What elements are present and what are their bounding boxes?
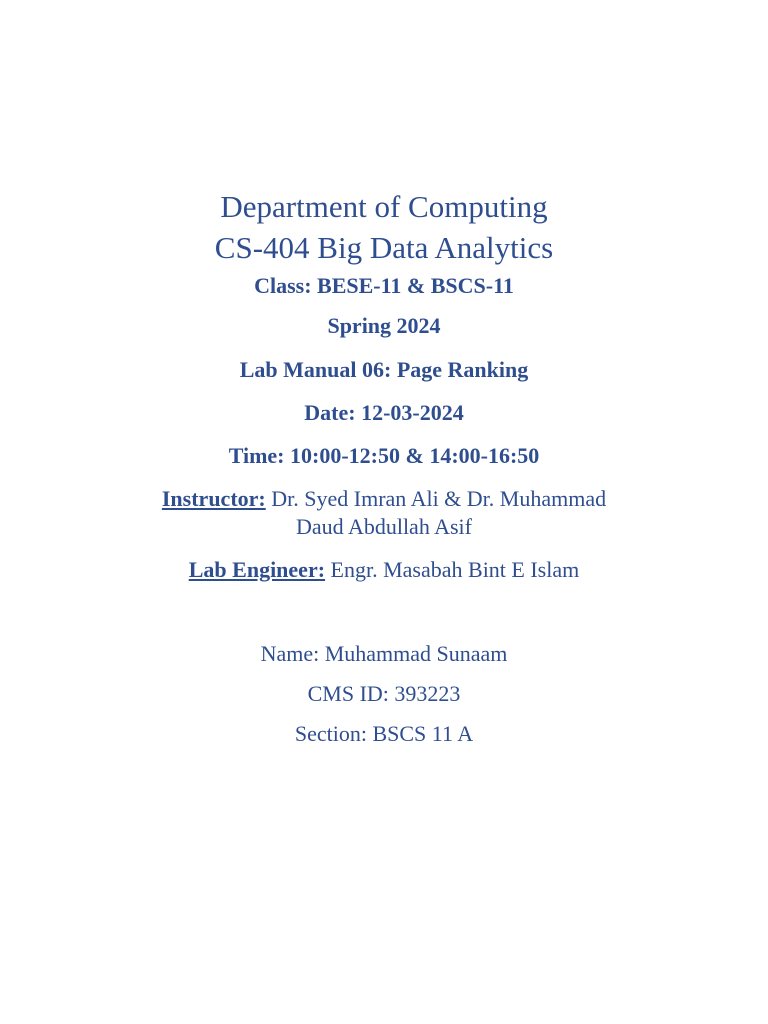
instructor-line bbox=[0, 485, 768, 513]
student-name: Name: Muhammad Sunaam bbox=[260, 641, 508, 666]
lab-engineer-value: Engr. Masabah Bint E Islam bbox=[330, 557, 580, 582]
course-title: CS-404 Big Data Analytics bbox=[214, 230, 554, 265]
department-title: Department of Computing bbox=[220, 189, 548, 224]
instructor-line-continued: Daud Abdullah Asif bbox=[296, 514, 472, 539]
date-info: Date: 12-03-2024 bbox=[304, 400, 464, 425]
instructor-label: Instructor: bbox=[161, 486, 266, 511]
lab-engineer-line bbox=[0, 556, 768, 584]
instructor-value: Dr. Syed Imran Ali & Dr. Muhammad bbox=[271, 486, 607, 511]
student-section: Section: BSCS 11 A bbox=[294, 721, 474, 746]
class-info: Class: BESE-11 & BSCS-11 bbox=[254, 273, 514, 298]
term-info: Spring 2024 bbox=[327, 313, 441, 338]
student-cms-id: CMS ID: 393223 bbox=[307, 681, 461, 706]
time-info: Time: 10:00-12:50 & 14:00-16:50 bbox=[228, 443, 540, 468]
lab-manual-title: Lab Manual 06: Page Ranking bbox=[239, 357, 529, 382]
lab-engineer-label: Lab Engineer: bbox=[188, 557, 326, 582]
